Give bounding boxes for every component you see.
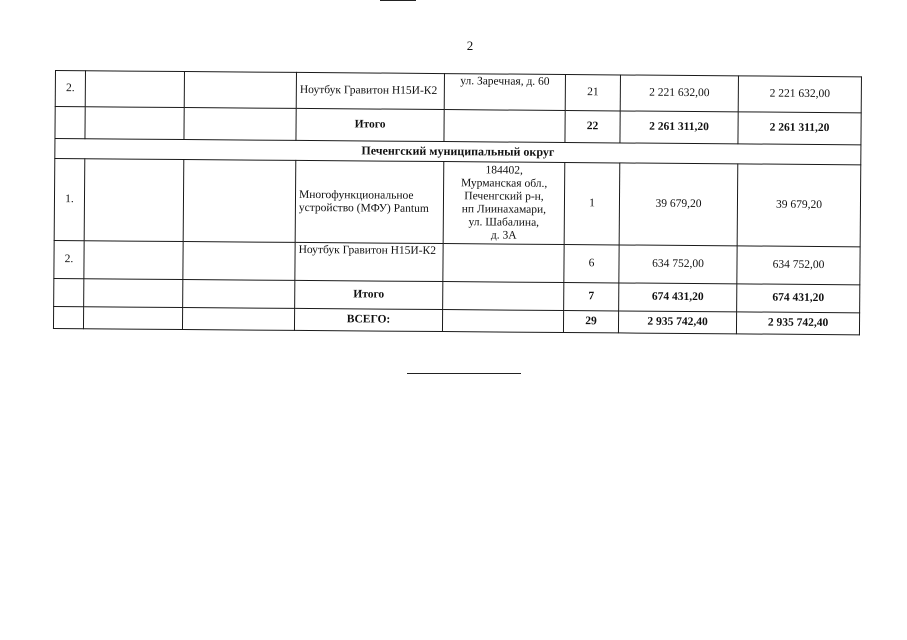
grand-total-quantity: 29 [563, 311, 618, 333]
item-sum: 634 752,00 [737, 246, 860, 285]
empty-cell [84, 159, 184, 242]
empty-cell [443, 282, 564, 311]
address-line: д. 3А [490, 228, 517, 242]
row-number: 2. [55, 71, 85, 107]
empty-cell [184, 72, 296, 109]
item-quantity: 6 [564, 245, 619, 283]
item-address: ул. Заречная, д. 60 [444, 74, 565, 111]
total-sum: 2 261 311,20 [738, 112, 861, 145]
equipment-table [53, 70, 862, 335]
row-number: 2. [54, 240, 84, 278]
grand-total-sum: 2 935 742,40 [736, 312, 859, 335]
empty-cell [83, 307, 182, 330]
grand-total-label: ВСЕГО: [294, 308, 442, 331]
item-quantity: 1 [564, 163, 620, 245]
address-line: Мурманская обл., [460, 176, 548, 190]
total-label: Итого [295, 280, 443, 309]
empty-cell [54, 278, 84, 306]
total-quantity: 7 [564, 283, 619, 311]
empty-cell [443, 244, 564, 283]
address-line: нп Лиинахамари, [461, 202, 547, 216]
total-price: 2 261 311,20 [620, 111, 738, 144]
empty-cell [182, 308, 294, 331]
address-line: ул. Шабалина, [468, 215, 540, 229]
item-quantity: 21 [565, 75, 620, 111]
item-price: 39 679,20 [619, 163, 738, 246]
empty-cell [85, 71, 184, 108]
item-name: Ноутбук Гравитон Н15И-К2 [296, 72, 444, 109]
address-line: 184402, [485, 163, 523, 177]
empty-cell [53, 306, 83, 328]
total-sum: 674 431,20 [737, 284, 860, 313]
bottom-rule [407, 373, 521, 374]
empty-cell [442, 310, 563, 333]
section-title: Печенгский муниципальный округ [55, 139, 861, 165]
item-address [443, 162, 565, 245]
empty-cell [183, 160, 296, 243]
empty-cell [85, 107, 184, 140]
top-rule [380, 0, 416, 1]
item-name: Многофункциональное устройство (МФУ) Pantum [295, 160, 444, 243]
total-price: 674 431,20 [619, 283, 737, 312]
item-sum: 39 679,20 [737, 164, 861, 247]
row-number: 1. [54, 159, 85, 241]
empty-cell [183, 280, 295, 309]
grand-total-price: 2 935 742,40 [618, 311, 736, 334]
empty-cell [55, 107, 85, 139]
table-row [54, 159, 861, 247]
item-price: 634 752,00 [619, 245, 737, 284]
empty-cell [84, 241, 183, 280]
item-price: 2 221 632,00 [620, 75, 738, 112]
total-label: Итого [296, 108, 444, 141]
empty-cell [183, 242, 295, 281]
item-sum: 2 221 632,00 [738, 76, 861, 113]
empty-cell [444, 110, 565, 143]
total-quantity: 22 [565, 111, 620, 143]
empty-cell [184, 108, 296, 141]
empty-cell [84, 279, 183, 308]
item-name: Ноутбук Гравитон Н15И-К2 [295, 242, 443, 281]
address-line: Печенгский р-н, [464, 189, 544, 203]
table-row [54, 240, 860, 284]
page-number: 2 [466, 38, 474, 53]
